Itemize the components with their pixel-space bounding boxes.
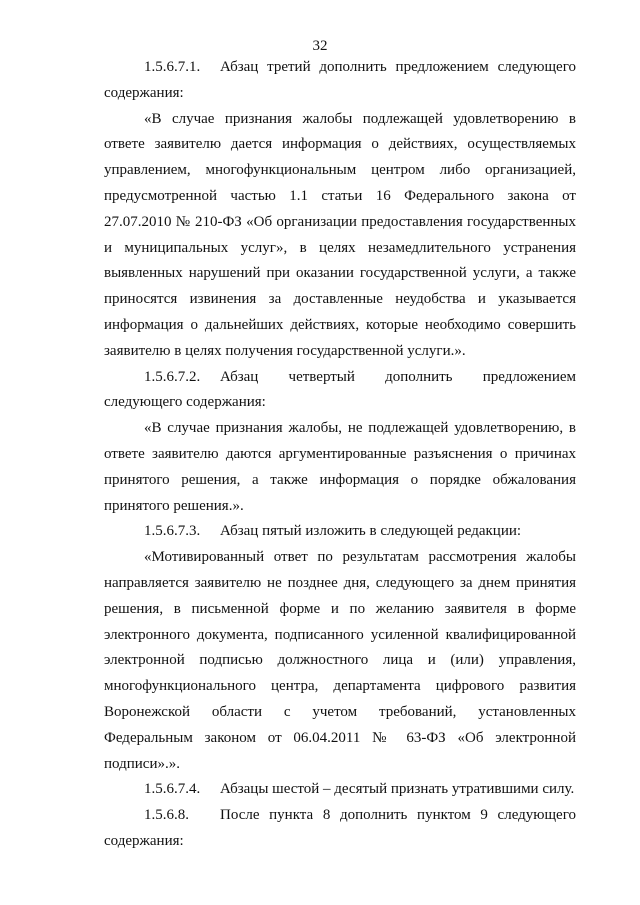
clause-number: 1.5.6.8. [144,807,189,824]
paragraph-text: Абзац пятый изложить в следующей редакции: [220,523,522,540]
paragraph-text: «В случае признания жалобы подлежащей удовлетворению в ответе заявителю дается информация о действиях, осуществляемых управлением, многофункциональным центром либо организацией, предусмотренной частью 1.1 статьи 16 Федерального закона от 27.07.2010 № 210-ФЗ «Об организации предоставления государственных и муниципальных услуг», в целях незамедлительного устранения выявленных нарушений при оказании государственной услуги, а также приносятся извинения за доставленные неудобства и указывается информация о дальнейших действиях, которые необходимо совершить заявителю в целях получения государственной услуги.». [104,110,576,359]
clause-number: 1.5.6.7.3. [144,523,201,540]
quoted-amendment [104,545,576,777]
paragraph-text: Абзац третий дополнить предложением следующего содержания: [104,59,576,101]
paragraph-text: После пункта 8 дополнить пунктом 9 следующего содержания: [104,807,576,849]
clause-number: 1.5.6.7.1. [144,59,201,75]
paragraph-text: Абзацы шестой – десятый признать утратившими силу. [220,781,575,798]
clause-number: 1.5.6.7.2. [144,368,201,385]
paragraph-1-5-6-7-4 [104,777,576,803]
paragraph-text: «В случае признания жалобы, не подлежащей удовлетворению, в ответе заявителю даются аргументированные разъяснения о причинах принятого решения, а также информация о порядке обжалования принятого решения.». [104,420,576,514]
document-body [104,55,576,855]
paragraph-text: «Мотивированный ответ по результатам рассмотрения жалобы направляется заявителю не позднее дня, следующего за днем принятия решения, в письменной форме и по желанию заявителя в форме электронного документа, подписанного усиленной квалифицированной электронной подписью должностного лица и (или) управления, многофункционального центра, департамента цифрового развития Воронежской области с учетом требований, установленных Федеральным законом от 06.04.2011 № 63-ФЗ «Об электронной подписи».». [104,549,576,772]
paragraph-1-5-6-7-1 [104,55,576,107]
page-number: 32 [312,38,328,54]
clause-number: 1.5.6.7.4. [144,781,201,798]
paragraph-1-5-6-7-3 [104,519,576,545]
quoted-amendment [104,107,576,365]
quoted-amendment [104,416,576,519]
paragraph-1-5-6-7-2 [104,365,576,417]
paragraph-1-5-6-8 [104,803,576,855]
paragraph-text: Абзац четвертый дополнить предложением следующего содержания: [104,368,576,411]
